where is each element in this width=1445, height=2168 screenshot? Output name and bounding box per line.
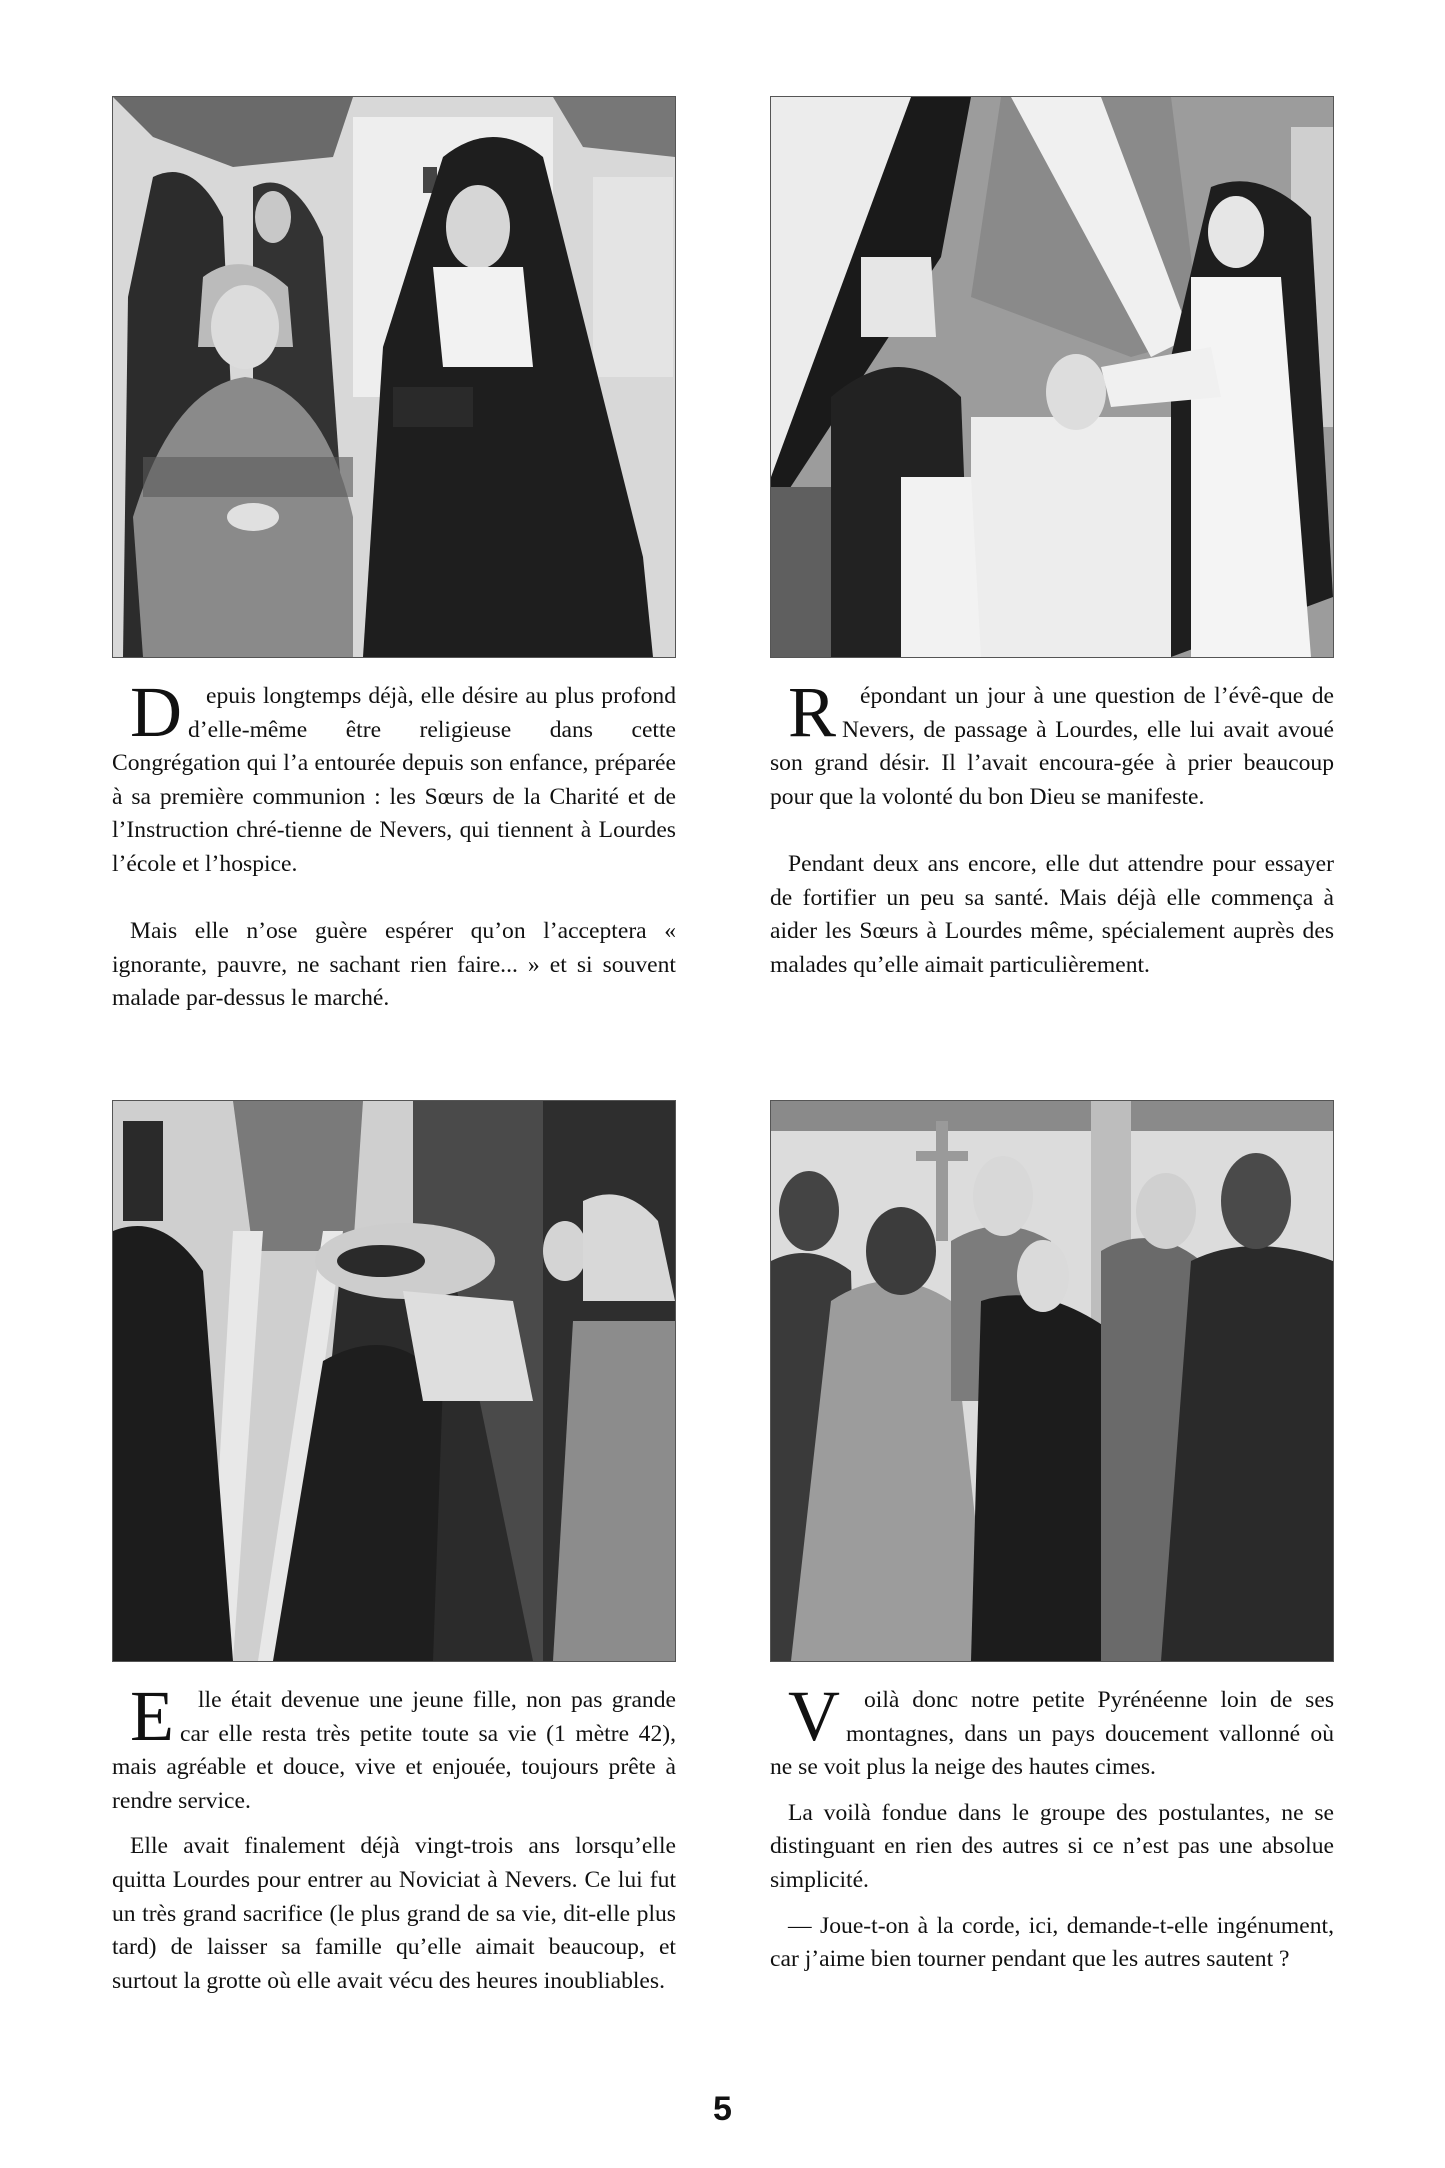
dropcap: D — [130, 672, 182, 752]
illustration-image — [771, 97, 1333, 657]
illustration-postulantes-group — [770, 1100, 1334, 1662]
paragraph: Elle avait finalement déjà vingt-trois ans lorsqu’elle quitta Lourdes pour entrer au Noviciat à Nevers. Ce lui fut un très grand sacrifice (le plus grand de sa vie, dit-elle plus tard) de laisser sa famille qu’elle aimait beaucoup, et surtout la grotte où elle avait vécu des heures inoubliables. — [112, 1833, 676, 1994]
paragraph: La voilà fondue dans le groupe des postulantes, ne se distinguant en rien des autres si ce n’est pas une absolue simplicité. — [770, 1799, 1334, 1893]
illustration-farewell-embrace — [112, 1100, 676, 1662]
illustration-image — [113, 1101, 675, 1661]
paragraph: D epuis longtemps déjà, elle désire au plus profond d’elle-même être religieuse dans cette Congrégation qui l’a entourée depuis son enfance, préparée à sa première communion : les Sœurs de la Charité et de l’Instruction chré-tienne de Nevers, qui tiennent à Lourdes l’école et l’hospice. — [112, 672, 676, 877]
panel-4 — [770, 1100, 1334, 1977]
illustration-image — [771, 1101, 1333, 1661]
panel-1 — [112, 96, 676, 1016]
paragraph: V oilà donc notre petite Pyrénéenne loin de ses montagnes, dans un pays doucement vallonné où ne se voit plus la neige des hautes cimes. — [770, 1676, 1334, 1781]
panel-3-text — [112, 1676, 676, 1998]
dropcap: R — [788, 672, 837, 752]
paragraph: R épondant un jour à une question de l’évê-que de Nevers, de passage à Lourdes, elle lui avait avoué son grand désir. Il l’avait encoura-gée à prier beaucoup pour que la volonté du bon Dieu se manifeste. — [770, 672, 1334, 810]
dropcap: E — [130, 1676, 174, 1756]
dropcap: V — [788, 1676, 840, 1756]
paragraph: E lle était devenue une jeune fille, non pas grande car elle resta très petite toute sa vie (1 mètre 42), mais agréable et douce, vive et enjouée, toujours prête à rendre service. — [112, 1676, 676, 1814]
paragraph: Pendant deux ans encore, elle dut attendre pour essayer de fortifier un peu sa santé. Mais déjà elle commença à aider les Sœurs à Lourdes même, spécialement auprès des malades qu’elle aimait particulièrement. — [770, 850, 1334, 978]
panel-4-text — [770, 1676, 1334, 1977]
panel-2 — [770, 96, 1334, 982]
illustration-image — [113, 97, 675, 657]
paragraph: Mais elle n’ose guère espérer qu’on l’acceptera « ignorante, pauvre, ne sachant rien faire... » et si souvent malade par-dessus le marché. — [112, 918, 676, 1012]
panel-2-text — [770, 672, 1334, 982]
panel-1-text — [112, 672, 676, 1016]
illustration-nuns-and-bernadette — [112, 96, 676, 658]
panel-3 — [112, 1100, 676, 1998]
illustration-sickbed-visit — [770, 96, 1334, 658]
paragraph: — Joue-t-on à la corde, ici, demande-t-elle ingénument, car j’aime bien tourner pendant que les autres sautent ? — [770, 1912, 1334, 1973]
page-number: 5 — [713, 2090, 732, 2128]
